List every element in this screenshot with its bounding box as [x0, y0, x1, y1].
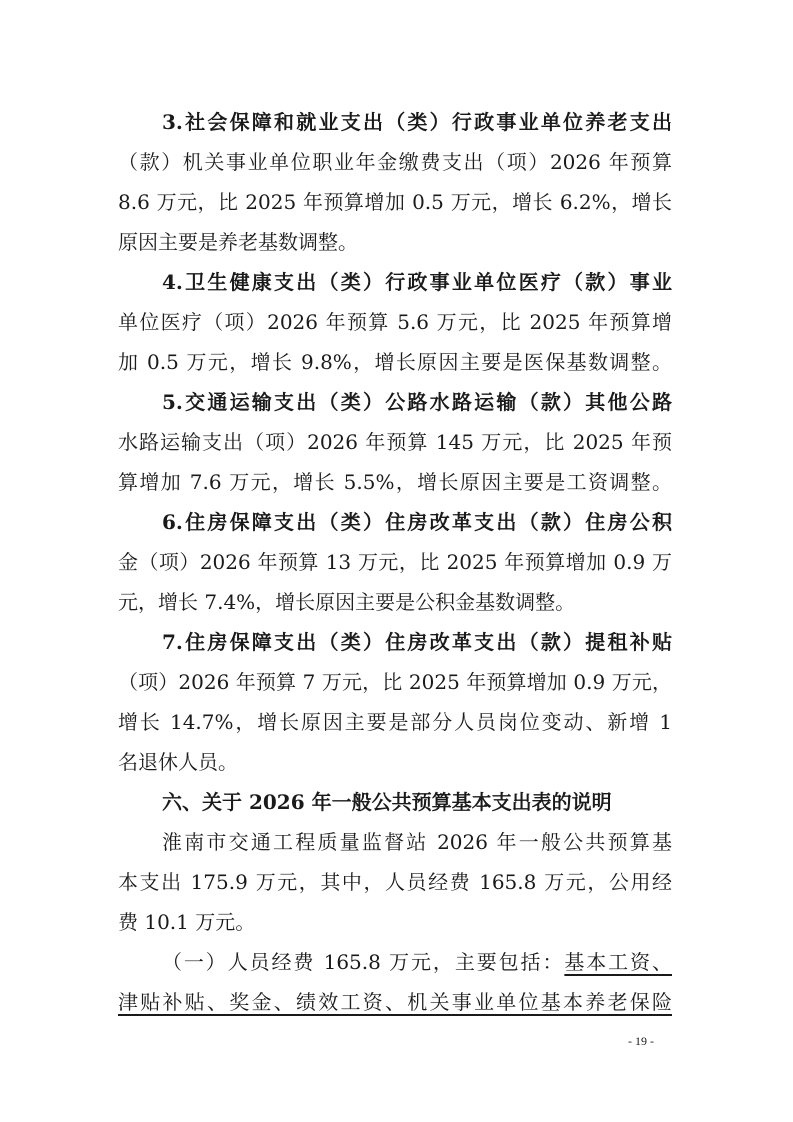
paragraph-4-line: 单位医疗（项）2026 年预算 5.6 万元，比 2025 年预算增 [118, 310, 672, 334]
paragraph-5-line: 算增加 7.6 万元，增长 5.5%，增长原因主要是工资调整。 [118, 470, 672, 494]
section-body-line: 本支出 175.9 万元，其中，人员经费 165.8 万元，公用经 [118, 870, 672, 894]
personnel-expenses-items: 基本工资、 [564, 950, 672, 974]
personnel-expenses-items-continued: 津贴补贴、奖金、绩效工资、机关事业单位基本养老保险 [118, 990, 672, 1014]
paragraph-6-line: 金（项）2026 年预算 13 万元，比 2025 年预算增加 0.9 万 [118, 550, 672, 574]
paragraph-7-line: （项）2026 年预算 7 万元，比 2025 年预算增加 0.9 万元， [118, 670, 672, 694]
paragraph-6-line: 元，增长 7.4%，增长原因主要是公积金基数调整。 [118, 590, 576, 614]
paragraph-7-line: 名退休人员。 [118, 750, 238, 774]
paragraph-3-heading: 3.社会保障和就业支出（类）行政事业单位养老支出 [162, 110, 672, 134]
personnel-expenses-line [162, 950, 672, 976]
paragraph-3-line: （款）机关事业单位职业年金缴费支出（项）2026 年预算 [118, 150, 672, 174]
paragraph-3-line: 8.6 万元，比 2025 年预算增加 0.5 万元，增长 6.2%，增长 [118, 190, 672, 214]
paragraph-6-heading: 6.住房保障支出（类）住房改革支出（款）住房公积 [162, 510, 672, 534]
paragraph-7-heading: 7.住房保障支出（类）住房改革支出（款）提租补贴 [162, 630, 672, 654]
paragraph-4-heading: 4.卫生健康支出（类）行政事业单位医疗（款）事业 [162, 270, 672, 294]
paragraph-4-line: 加 0.5 万元，增长 9.8%，增长原因主要是医保基数调整。 [118, 350, 672, 374]
paragraph-5-heading: 5.交通运输支出（类）公路水路运输（款）其他公路 [162, 390, 672, 414]
page-number: - 19 - [628, 1034, 654, 1048]
personnel-expenses-intro: （一）人员经费 165.8 万元，主要包括： [162, 950, 565, 974]
paragraph-5-line: 水路运输支出（项）2026 年预算 145 万元，比 2025 年预 [118, 430, 672, 454]
paragraph-3-line: 原因主要是养老基数调整。 [118, 230, 358, 254]
paragraph-7-line: 增长 14.7%，增长原因主要是部分人员岗位变动、新增 1 [118, 710, 672, 734]
section-heading: 六、关于 2026 年一般公共预算基本支出表的说明 [162, 790, 612, 814]
section-body-line: 费 10.1 万元。 [118, 910, 256, 934]
section-body-line: 淮南市交通工程质量监督站 2026 年一般公共预算基 [162, 830, 672, 854]
